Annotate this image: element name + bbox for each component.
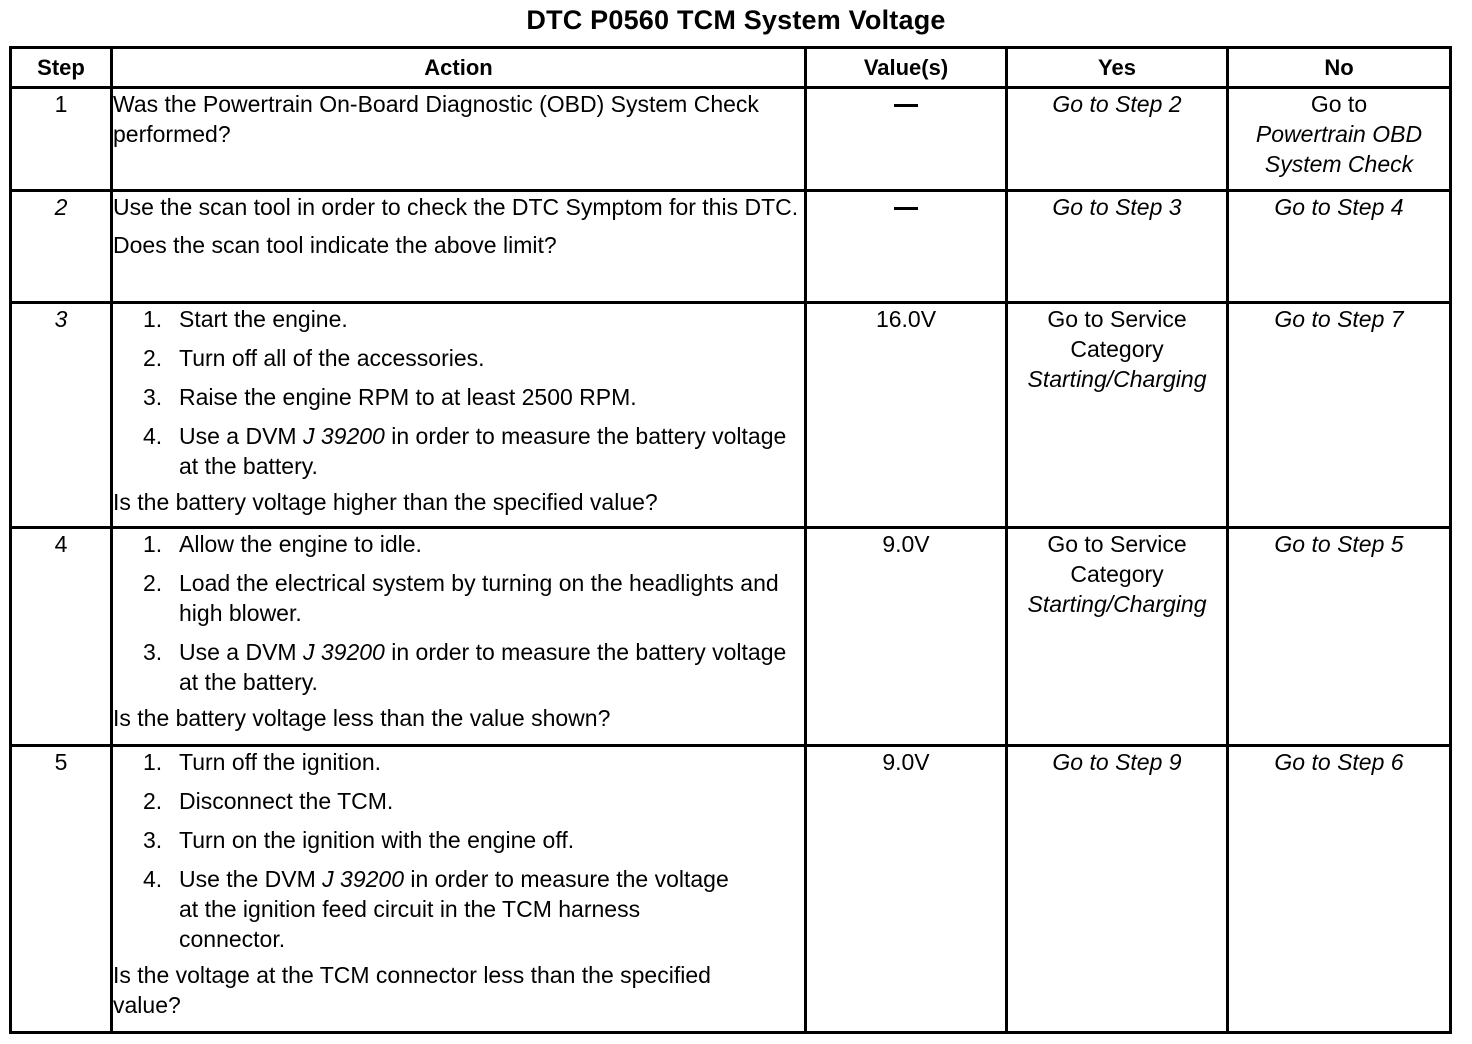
item-text — [179, 864, 739, 954]
no-link[interactable] — [1228, 88, 1451, 191]
list-item — [143, 304, 804, 334]
value-cell — [806, 191, 1007, 303]
no-link[interactable]: Go to Step 4 — [1228, 191, 1451, 303]
action-question: Is the battery voltage higher than the specified value? — [113, 489, 658, 515]
table-row — [11, 88, 1451, 191]
action-cell — [112, 746, 806, 1033]
table-row — [11, 528, 1451, 746]
list-item — [143, 529, 804, 559]
item-number: 1. — [143, 306, 163, 332]
item-number: 1. — [143, 531, 163, 557]
value-cell: 9.0V — [806, 746, 1007, 1033]
item-text: Turn off all of the accessories. — [179, 345, 485, 371]
action-question: Is the battery voltage less than the value shown? — [113, 705, 611, 731]
header-no: No — [1228, 48, 1451, 88]
item-text-pre: Use a DVM — [179, 639, 303, 665]
list-item — [143, 343, 804, 373]
action-cell — [112, 528, 806, 746]
item-number: 2. — [143, 345, 163, 371]
action-cell — [112, 303, 806, 528]
no-link[interactable]: Go to Step 6 — [1228, 746, 1451, 1033]
item-text-post: in order to measure the battery voltage at the battery. — [179, 639, 787, 695]
item-number: 3. — [143, 639, 163, 665]
list-item — [143, 637, 804, 697]
yes-prefix: Go to Service Category — [1047, 306, 1187, 362]
table-row — [11, 191, 1451, 303]
item-text: Start the engine. — [179, 306, 348, 332]
list-item — [143, 568, 804, 628]
step-number: 1 — [11, 88, 112, 191]
action-text: Was the Powertrain On-Board Diagnostic (OBD) System Check performed? — [113, 91, 759, 147]
no-prefix: Go to — [1310, 91, 1368, 117]
list-item — [143, 864, 804, 954]
tool-reference: J 39200 — [302, 639, 385, 665]
item-text: Load the electrical system by turning on the headlights and high blower. — [179, 570, 779, 626]
item-number: 1. — [143, 749, 163, 775]
page-title: DTC P0560 TCM System Voltage — [526, 5, 946, 35]
header-yes: Yes — [1007, 48, 1228, 88]
procedure-list — [113, 529, 804, 697]
procedure-list — [113, 747, 804, 954]
value-cell: 9.0V — [806, 528, 1007, 746]
no-link[interactable]: Go to Step 7 — [1228, 303, 1451, 528]
item-text: Allow the engine to idle. — [179, 531, 422, 557]
procedure-list — [113, 304, 804, 481]
action-question: Is the voltage at the TCM connector less than the specified value? — [113, 962, 711, 1018]
header-step: Step — [11, 48, 112, 88]
item-text — [179, 637, 804, 697]
value-dash — [894, 207, 918, 210]
list-item — [143, 786, 804, 816]
table-row — [11, 303, 1451, 528]
step-number: 4 — [11, 528, 112, 746]
action-text: Use the scan tool in order to check the DTC Symptom for this DTC. — [113, 194, 799, 220]
table-header-row — [11, 48, 1451, 88]
list-item — [143, 825, 804, 855]
step-number: 3 — [11, 303, 112, 528]
item-number: 2. — [143, 570, 163, 596]
item-text: Raise the engine RPM to at least 2500 RPM. — [179, 384, 637, 410]
item-number: 4. — [143, 866, 163, 892]
no-link[interactable]: Go to Step 5 — [1228, 528, 1451, 746]
diagnostic-table — [9, 46, 1452, 1034]
item-text-post: in order to measure the battery voltage at the battery. — [179, 423, 787, 479]
yes-link[interactable]: Go to Step 3 — [1007, 191, 1228, 303]
item-text — [179, 421, 804, 481]
value-cell — [806, 88, 1007, 191]
step-number: 5 — [11, 746, 112, 1033]
item-text-post: in order to measure the voltage at the ignition feed circuit in the TCM harness connector. — [179, 866, 729, 952]
item-text: Disconnect the TCM. — [179, 788, 394, 814]
header-values: Value(s) — [806, 48, 1007, 88]
item-text-pre: Use the DVM — [179, 866, 323, 892]
no-italic: Powertrain OBD System Check — [1255, 121, 1423, 177]
item-number: 3. — [143, 384, 163, 410]
yes-italic: Starting/Charging — [1027, 366, 1207, 392]
item-number: 4. — [143, 423, 163, 449]
action-cell — [112, 88, 806, 191]
yes-link[interactable]: Go to Step 2 — [1007, 88, 1228, 191]
item-number: 3. — [143, 827, 163, 853]
yes-prefix: Go to Service Category — [1047, 531, 1187, 587]
yes-italic: Starting/Charging — [1027, 591, 1207, 617]
value-dash — [894, 104, 918, 107]
yes-link[interactable] — [1007, 303, 1228, 528]
list-item — [143, 747, 804, 777]
yes-link[interactable]: Go to Step 9 — [1007, 746, 1228, 1033]
item-text: Turn off the ignition. — [179, 749, 382, 775]
yes-link[interactable] — [1007, 528, 1228, 746]
list-item — [143, 421, 804, 481]
item-text-pre: Use a DVM — [179, 423, 303, 449]
list-item — [143, 382, 804, 412]
item-text: Turn on the ignition with the engine off. — [179, 827, 575, 853]
step-number: 2 — [11, 191, 112, 303]
table-row — [11, 746, 1451, 1033]
action-question: Does the scan tool indicate the above limit? — [113, 232, 557, 258]
tool-reference: J 39200 — [322, 866, 405, 892]
value-cell: 16.0V — [806, 303, 1007, 528]
header-action: Action — [112, 48, 806, 88]
item-number: 2. — [143, 788, 163, 814]
action-cell — [112, 191, 806, 303]
tool-reference: J 39200 — [302, 423, 385, 449]
